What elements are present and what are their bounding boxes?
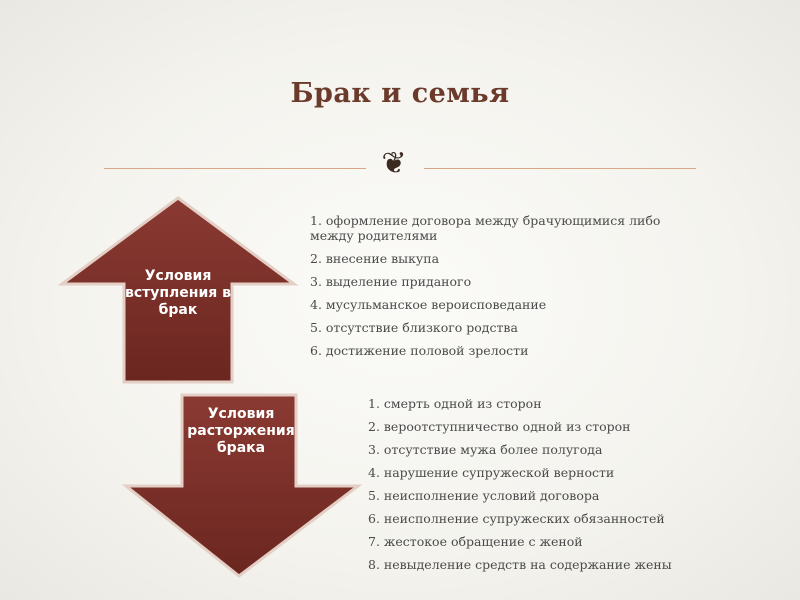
list-item: 6. неисполнение супружеских обязанностей	[368, 511, 665, 526]
fleur-ornament-icon: ❦	[381, 146, 407, 181]
list-item: 4. нарушение супружеской верности	[368, 465, 615, 480]
list-item: 8. невыделение средств на содержание жены	[368, 557, 672, 572]
divorce-conditions-list	[368, 396, 698, 580]
list-item: 3. отсутствие мужа более полугода	[368, 442, 603, 457]
list-item: 7. жестокое обращение с женой	[368, 534, 583, 549]
slide-title: Брак и семья	[290, 78, 510, 109]
list-item: 2. вероотступничество одной из сторон	[368, 419, 631, 434]
marriage-conditions-label: Условия вступления в брак	[124, 268, 232, 318]
list-item: 3. выделение приданого	[310, 274, 472, 289]
list-item: 6. достижение половой зрелости	[310, 343, 529, 358]
list-item: 5. неисполнение условий договора	[368, 488, 600, 503]
list-item: 5. отсутствие близкого родства	[310, 320, 518, 335]
list-item: 4. мусульманское вероисповедание	[310, 297, 547, 312]
list-item: 1. оформление договора между брачующимися либо между родителями	[310, 213, 661, 243]
list-item: 1. смерть одной из сторон	[368, 396, 542, 411]
divorce-conditions-label: Условия расторжения брака	[187, 406, 295, 456]
list-item: 2. внесение выкупа	[310, 251, 440, 266]
marriage-conditions-list	[310, 213, 670, 366]
